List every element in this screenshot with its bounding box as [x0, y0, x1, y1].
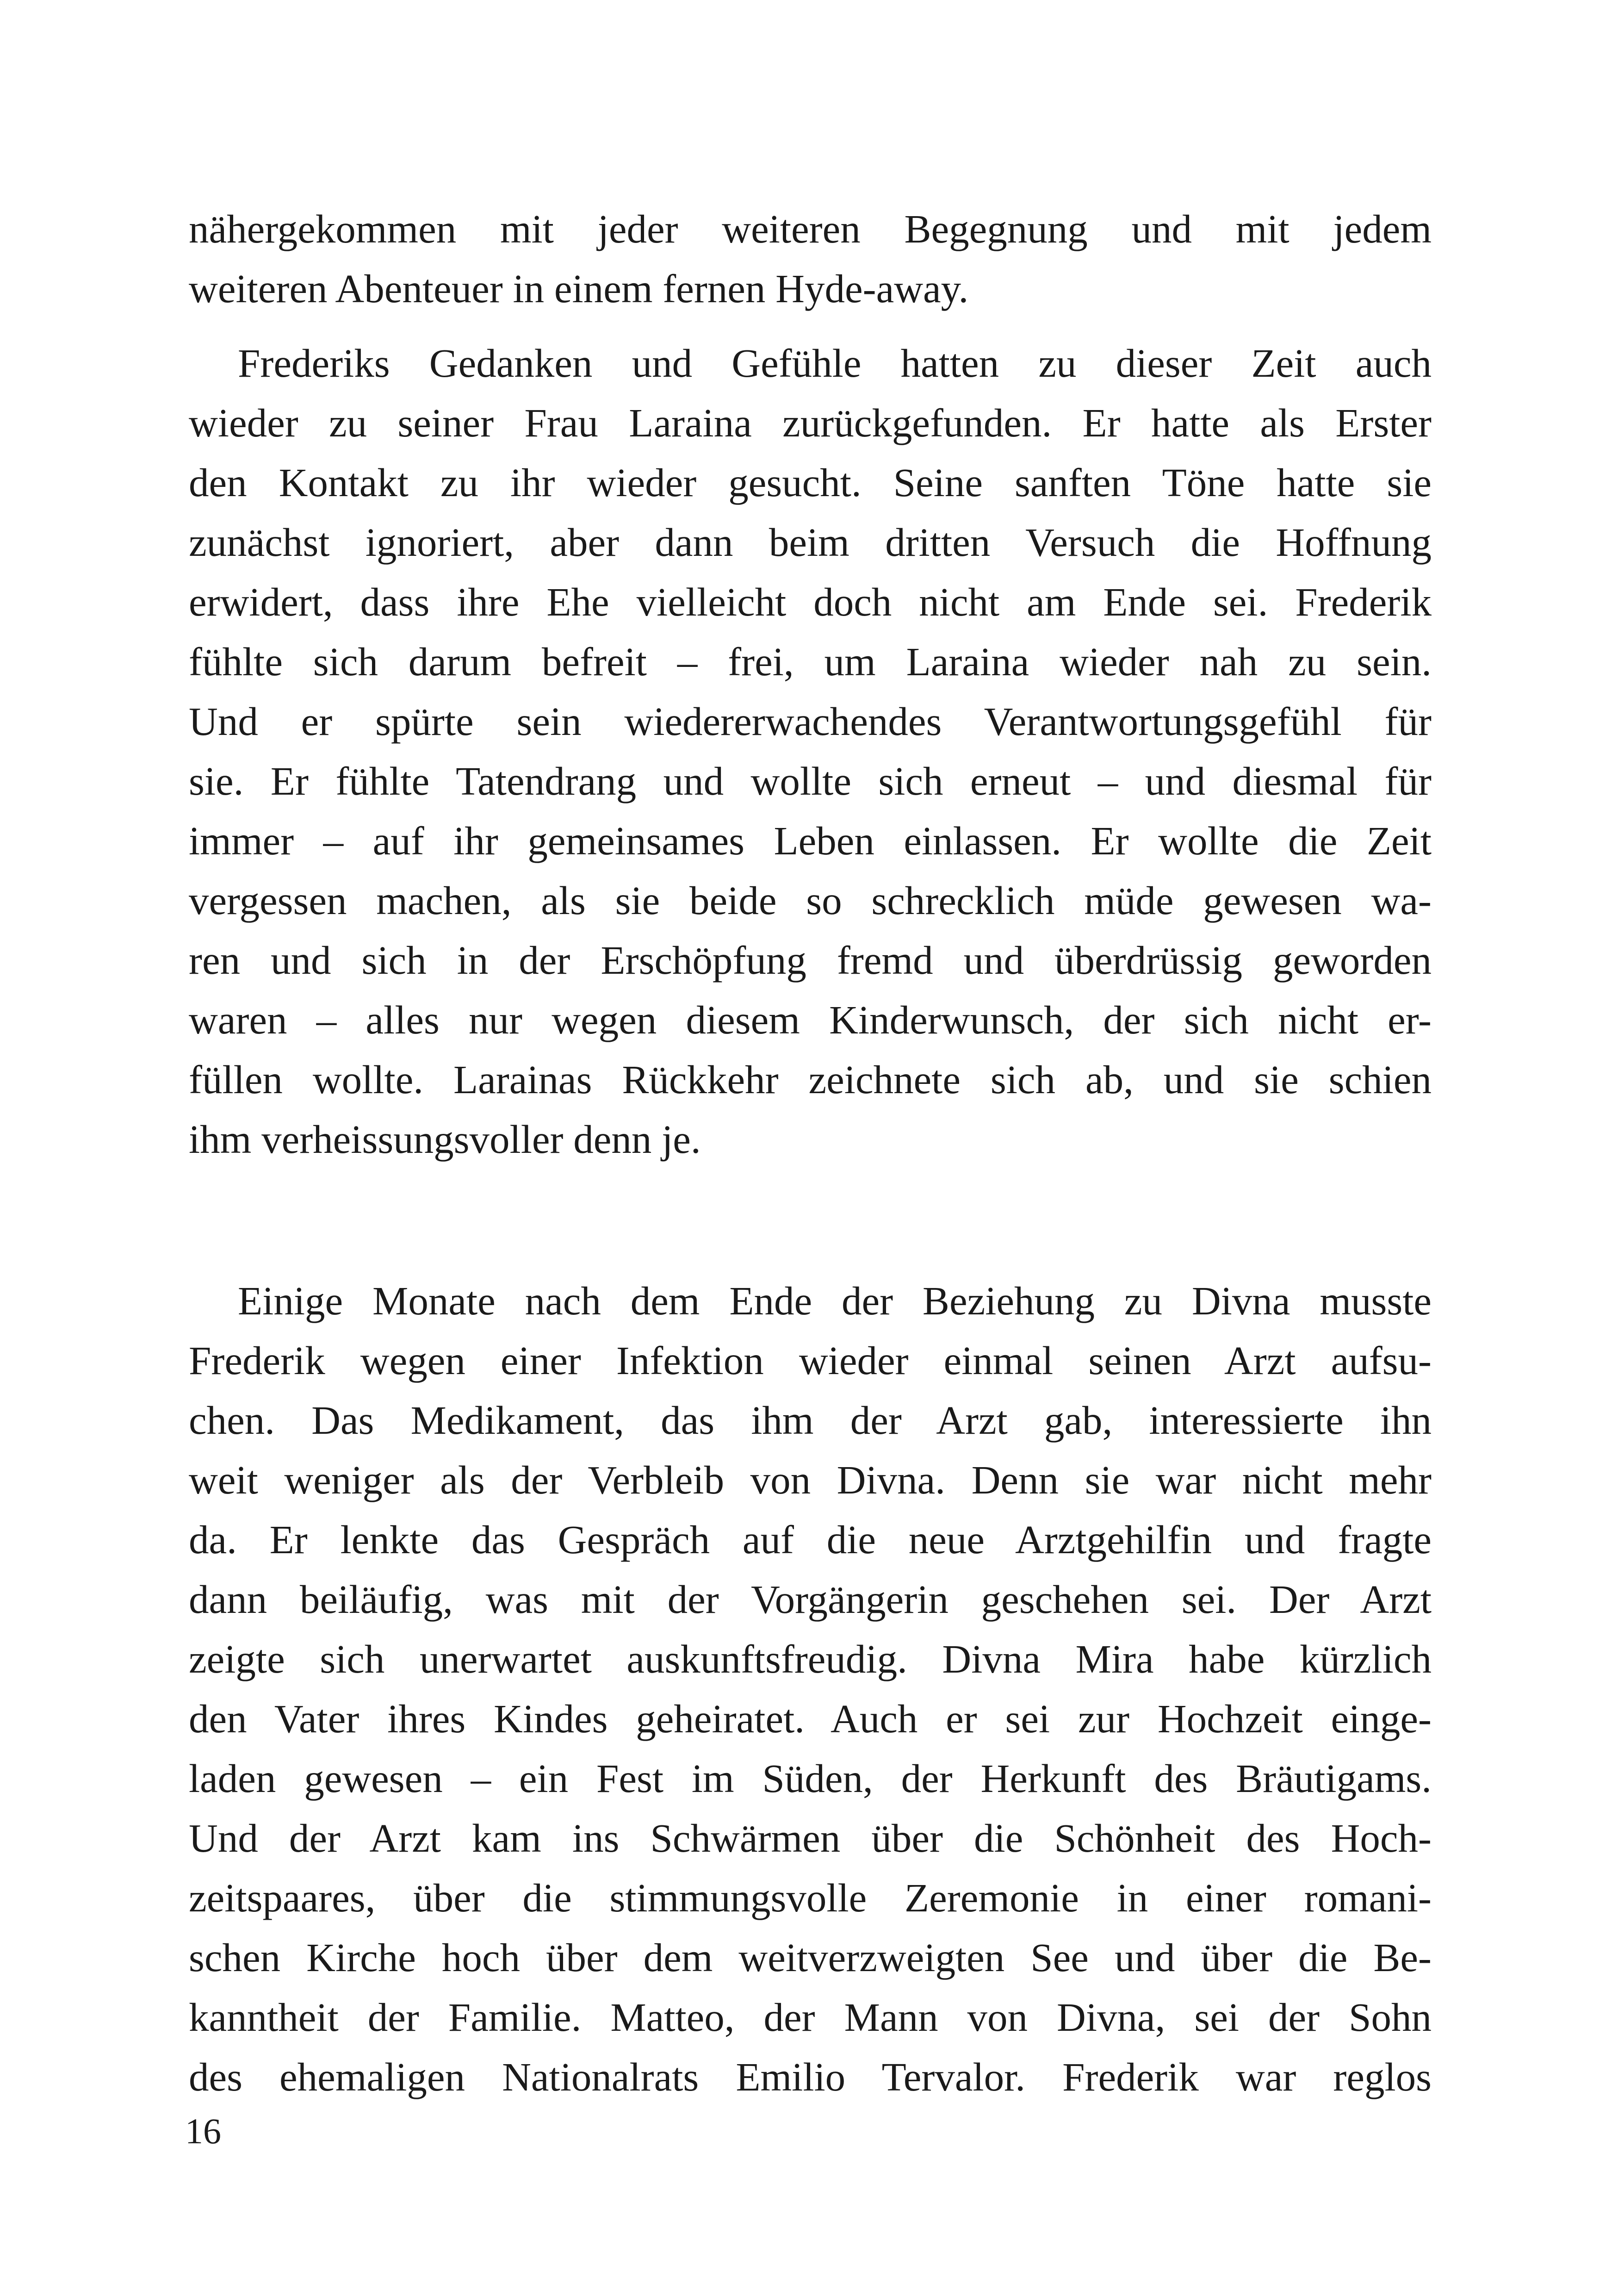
text-line: nähergekommen mit jeder weiteren Begegnung und mit jedem [189, 206, 1432, 251]
text-line: immer – auf ihr gemeinsames Leben einlassen. Er wollte die Zeit [189, 818, 1432, 863]
text-line: kanntheit der Familie. Matteo, der Mann von Divna, sei der Sohn [189, 1995, 1432, 2040]
text-line: vergessen machen, als sie beide so schrecklich müde gewesen wa- [189, 878, 1432, 923]
text-line: weit weniger als der Verbleib von Divna. Denn sie war nicht mehr [189, 1457, 1432, 1502]
text-line: Frederik wegen einer Infektion wieder einmal seinen Arzt aufsu- [189, 1338, 1432, 1383]
text-line: zeigte sich unerwartet auskunftsfreudig. Divna Mira habe kürzlich [189, 1636, 1432, 1681]
text-line: fühlte sich darum befreit – frei, um Laraina wieder nah zu sein. [189, 639, 1432, 684]
text-line: dann beiläufig, was mit der Vorgängerin geschehen sei. Der Arzt [189, 1577, 1432, 1622]
text-line: ren und sich in der Erschöpfung fremd und überdrüssig geworden [189, 938, 1432, 983]
text-line: waren – alles nur wegen diesem Kinderwunsch, der sich nicht er- [189, 997, 1432, 1042]
paragraph-1 [189, 199, 1432, 318]
text-line: Frederiks Gedanken und Gefühle hatten zu dieser Zeit auch [238, 341, 1432, 386]
text-line: den Kontakt zu ihr wieder gesucht. Seine sanften Töne hatte sie [189, 460, 1432, 505]
page-body [189, 199, 1432, 2107]
text-line: erwidert, dass ihre Ehe vielleicht doch nicht am Ende sei. Frederik [189, 579, 1432, 624]
text-line: laden gewesen – ein Fest im Süden, der Herkunft des Bräutigams. [189, 1756, 1432, 1801]
text-line: Und der Arzt kam ins Schwärmen über die Schönheit des Hoch- [189, 1816, 1432, 1860]
paragraph-3 [189, 1271, 1432, 2107]
text-line: Und er spürte sein wiedererwachendes Verantwortungsgefühl für [189, 699, 1432, 744]
text-line: Einige Monate nach dem Ende der Beziehung zu Divna musste [238, 1278, 1432, 1323]
text-line: den Vater ihres Kindes geheiratet. Auch er sei zur Hochzeit einge- [189, 1696, 1432, 1741]
text-line: füllen wollte. Larainas Rückkehr zeichnete sich ab, und sie schien [189, 1057, 1432, 1102]
text-line: da. Er lenkte das Gespräch auf die neue Arztgehilfin und fragte [189, 1517, 1432, 1562]
text-line: weiteren Abenteuer in einem fernen Hyde-away. [189, 266, 969, 311]
text-line: schen Kirche hoch über dem weitverzweigten See und über die Be- [189, 1935, 1432, 1980]
text-line: zunächst ignoriert, aber dann beim dritten Versuch die Hoffnung [189, 520, 1432, 565]
text-line: des ehemaligen Nationalrats Emilio Tervalor. Frederik war reglos [189, 2054, 1432, 2099]
page-number: 16 [185, 2111, 221, 2151]
text-line: wieder zu seiner Frau Laraina zurückgefunden. Er hatte als Erster [189, 400, 1432, 445]
text-line: chen. Das Medikament, das ihm der Arzt gab, interessierte ihn [189, 1398, 1432, 1443]
text-line: zeitspaares, über die stimmungsvolle Zeremonie in einer romani- [189, 1875, 1432, 1920]
paragraph-2 [189, 333, 1432, 1169]
text-line: sie. Er fühlte Tatendrang und wollte sich erneut – und diesmal für [189, 759, 1432, 803]
text-line: ihm verheissungsvoller denn je. [189, 1117, 701, 1162]
